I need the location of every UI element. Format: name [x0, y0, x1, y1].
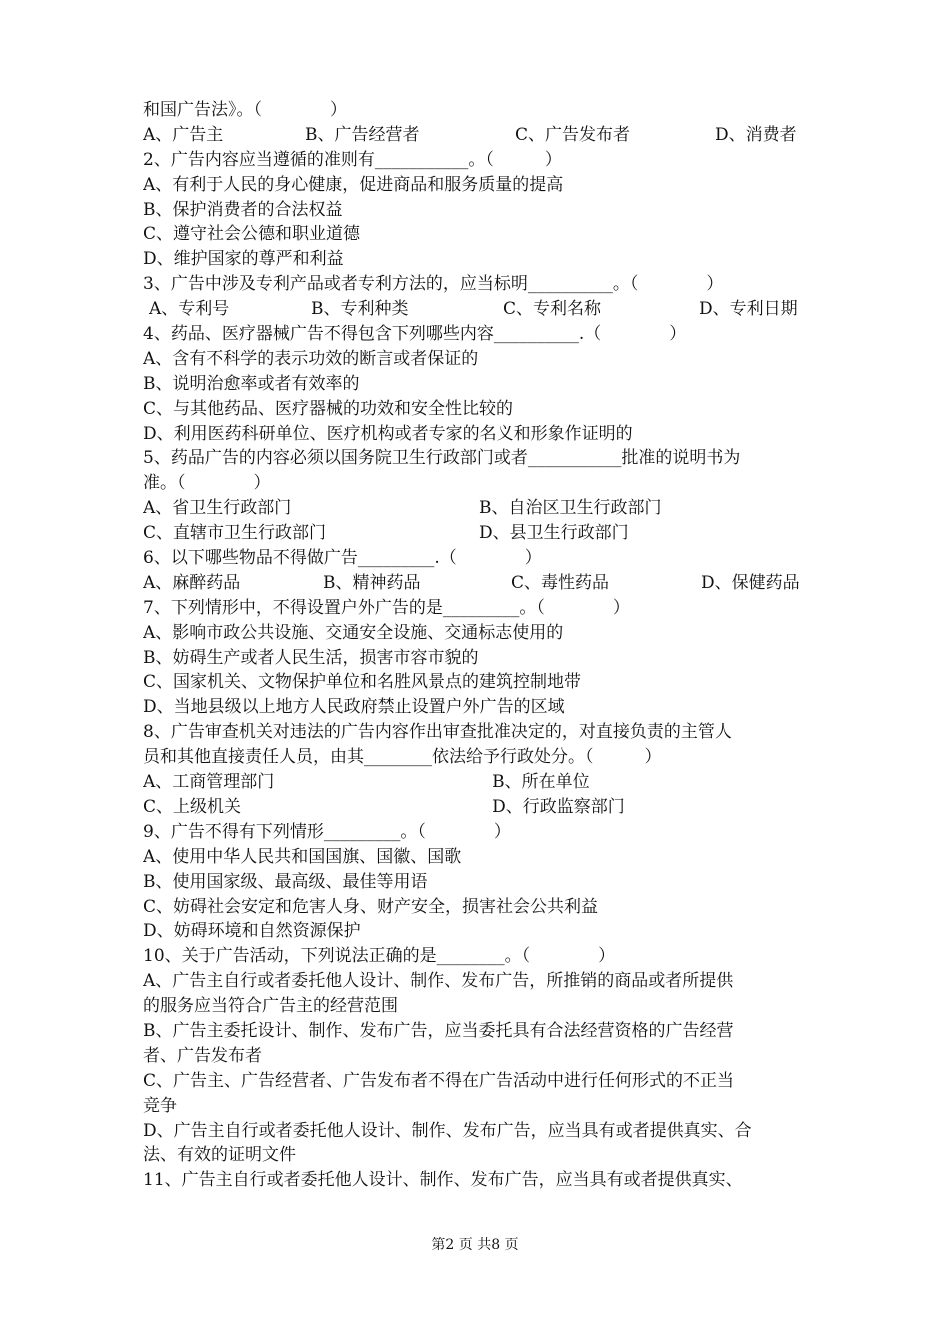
q3-option-a: A、专利号 — [149, 299, 230, 320]
q7-stem: 7、下列情形中，不得设置户外广告的是_________。（ ） — [143, 597, 630, 618]
q5-option-a: A、省卫生行政部门 — [143, 498, 292, 519]
q6-option-a: A、麻醉药品 — [143, 572, 241, 593]
q10-option-b-line2: 者、广告发布者 — [143, 1045, 262, 1066]
q4-stem: 4、药品、医疗器械广告不得包含下列哪些内容__________.（ ） — [143, 324, 687, 345]
q9-stem: 9、广告不得有下列情形_________。（ ） — [143, 821, 511, 842]
q1-options — [143, 123, 815, 148]
page-footer: 第2 页 共8 页 — [431, 1237, 519, 1253]
q10-option-d-line2: 法、有效的证明文件 — [143, 1145, 296, 1166]
q1-option-c: C、广告发布者 — [515, 124, 631, 145]
q2-option-b: B、保护消费者的合法权益 — [143, 199, 343, 220]
q5-option-b: B、自治区卫生行政部门 — [479, 498, 662, 519]
q10-option-a-line1: A、广告主自行或者委托他人设计、制作、发布广告，所推销的商品或者所提供 — [143, 971, 734, 992]
q10-option-c-line2: 竞争 — [143, 1095, 177, 1116]
q1-option-d: D、消费者 — [715, 124, 797, 145]
q6-option-c: C、毒性药品 — [511, 572, 610, 593]
q4-option-a: A、含有不科学的表示功效的断言或者保证的 — [143, 348, 479, 369]
q1-option-a: A、广告主 — [143, 124, 224, 145]
q8-stem-cont: 员和其他直接责任人员，由其________依法给予行政处分。（ ） — [143, 747, 662, 768]
q9-option-c: C、妨碍社会安定和危害人身、财产安全，损害社会公共利益 — [143, 896, 599, 917]
question-body — [143, 98, 815, 1193]
q1-option-b: B、广告经营者 — [305, 124, 420, 145]
q9-option-a: A、使用中华人民共和国国旗、国徽、国歌 — [143, 846, 462, 867]
q6-option-b: B、精神药品 — [323, 572, 421, 593]
q4-option-d: D、利用医药科研单位、医疗机构或者专家的名义和形象作证明的 — [143, 423, 633, 444]
q8-option-c: C、上级机关 — [143, 796, 242, 817]
q10-stem: 10、关于广告活动，下列说法正确的是________。（ ） — [143, 946, 616, 967]
q1-tail: 和国广告法》。（ ） — [143, 100, 347, 120]
q10-option-c-line1: C、广告主、广告经营者、广告发布者不得在广告活动中进行任何形式的不正当 — [143, 1070, 735, 1091]
q10-option-d-line1: D、广告主自行或者委托他人设计、制作、发布广告，应当具有或者提供真实、合 — [143, 1120, 752, 1141]
q4-option-b: B、说明治愈率或者有效率的 — [143, 373, 360, 394]
q3-stem: 3、广告中涉及专利产品或者专利方法的，应当标明__________。（ ） — [143, 274, 724, 295]
q3-options — [143, 297, 815, 322]
q5-options-row1 — [143, 496, 815, 521]
q8-stem: 8、广告审查机关对违法的广告内容作出审查批准决定的，对直接负责的主管人 — [143, 722, 732, 743]
q3-option-d: D、专利日期 — [699, 299, 798, 320]
q8-option-a: A、工商管理部门 — [143, 772, 275, 793]
q9-option-d: D、妨碍环境和自然资源保护 — [143, 921, 361, 942]
q9-option-b: B、使用国家级、最高级、最佳等用语 — [143, 871, 428, 892]
q7-option-a: A、影响市政公共设施、交通安全设施、交通标志使用的 — [143, 622, 564, 643]
q8-options-row2 — [143, 795, 815, 820]
q6-stem: 6、以下哪些物品不得做广告_________.（ ） — [143, 548, 542, 569]
q7-option-b: B、妨碍生产或者人民生活，损害市容市貌的 — [143, 647, 479, 668]
q3-option-b: B、专利种类 — [311, 299, 409, 320]
q3-option-c: C、专利名称 — [503, 299, 602, 320]
q7-option-d: D、当地县级以上地方人民政府禁止设置户外广告的区域 — [143, 697, 565, 718]
q2-option-d: D、维护国家的尊严和利益 — [143, 249, 344, 270]
q5-stem-cont: 准。（ ） — [143, 473, 271, 494]
q5-option-c: C、直辖市卫生行政部门 — [143, 523, 327, 544]
q4-option-c: C、与其他药品、医疗器械的功效和安全性比较的 — [143, 398, 514, 419]
q5-stem: 5、药品广告的内容必须以国务院卫生行政部门或者___________批准的说明书为 — [143, 448, 741, 469]
q6-option-d: D、保健药品 — [701, 572, 800, 593]
q2-option-c: C、遵守社会公德和职业道德 — [143, 224, 361, 245]
q5-options-row2 — [143, 521, 815, 546]
q7-option-c: C、国家机关、文物保护单位和名胜风景点的建筑控制地带 — [143, 672, 582, 693]
q2-option-a: A、有利于人民的身心健康，促进商品和服务质量的提高 — [143, 174, 564, 195]
q8-option-d: D、行政监察部门 — [492, 796, 625, 817]
q8-options-row1 — [143, 770, 815, 795]
q11-stem: 11、广告主自行或者委托他人设计、制作、发布广告，应当具有或者提供真实、 — [143, 1170, 743, 1191]
q8-option-b: B、所在单位 — [492, 772, 590, 793]
q6-options — [143, 571, 815, 596]
q2-stem: 2、广告内容应当遵循的准则有___________。（ ） — [143, 149, 562, 170]
q10-option-b-line1: B、广告主委托设计、制作、发布广告，应当委托具有合法经营资格的广告经营 — [143, 1020, 734, 1041]
q5-option-d: D、县卫生行政部门 — [479, 523, 629, 544]
q10-option-a-line2: 的服务应当符合广告主的经营范围 — [143, 996, 398, 1017]
